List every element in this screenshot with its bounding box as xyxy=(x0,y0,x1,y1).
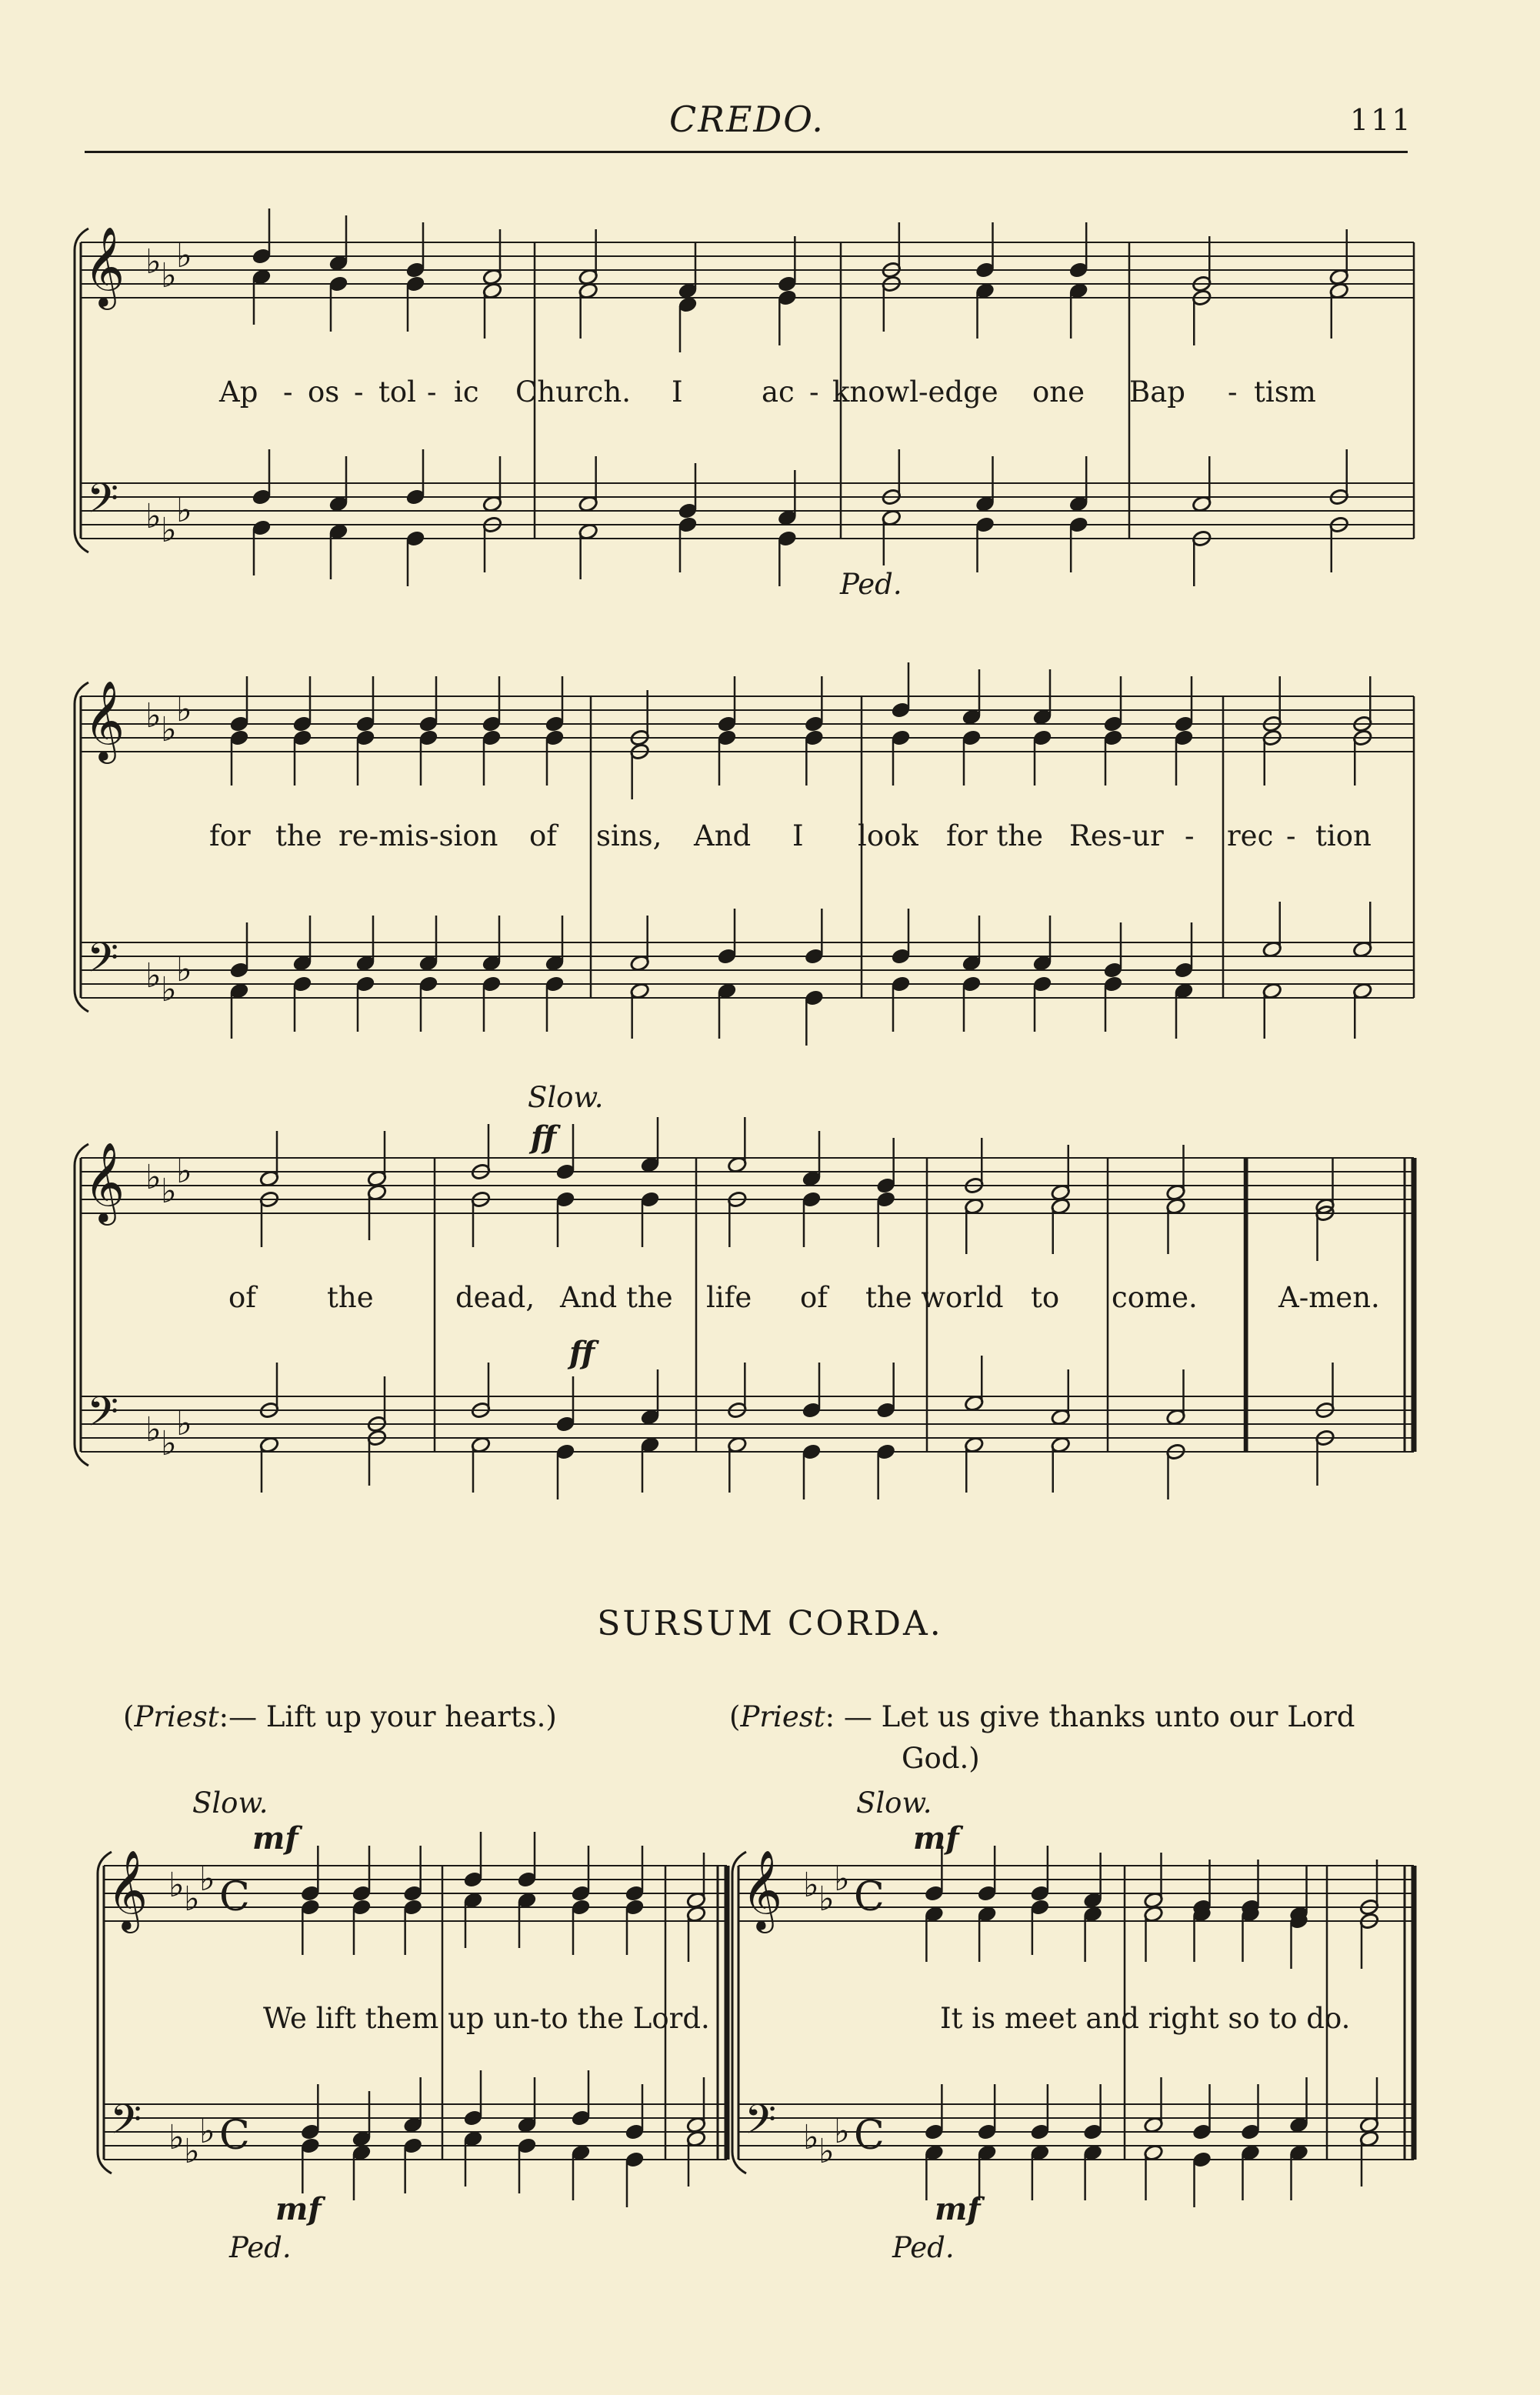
lyric-syllable: for the xyxy=(946,819,1044,852)
common-time-icon: C xyxy=(219,2113,250,2159)
lyric-syllable: - xyxy=(809,375,819,409)
lyric-syllable: I xyxy=(792,819,804,852)
flat-sign-icon: ♭ xyxy=(145,497,162,536)
bass-clef-icon: 𝄢 xyxy=(110,2096,142,2153)
flat-sign-icon: ♭ xyxy=(176,1152,192,1191)
lyric-syllable: tion xyxy=(1315,819,1372,852)
section-heading: SURSUM CORDA. xyxy=(597,1604,943,1643)
lyric-syllable: And xyxy=(694,819,752,852)
lyric-syllable: one xyxy=(1032,375,1085,409)
flat-sign-icon: ♭ xyxy=(834,2112,850,2151)
pedal-marking: Ped. xyxy=(229,2231,292,2264)
flat-sign-icon: ♭ xyxy=(818,2132,835,2171)
flat-sign-icon: ♭ xyxy=(145,242,162,282)
lyric-syllable: Church. xyxy=(515,375,631,409)
lyric-syllable: life xyxy=(706,1281,752,1314)
dynamic-marking: mf xyxy=(913,1820,959,1856)
lyric-syllable: And the xyxy=(560,1281,673,1314)
flat-sign-icon: ♭ xyxy=(184,1880,200,1919)
tempo-marking: Slow. xyxy=(192,1786,268,1820)
dynamic-marking: mf xyxy=(252,1820,298,1856)
flat-sign-icon: ♭ xyxy=(176,236,192,275)
lyric-syllable: - xyxy=(1228,375,1238,409)
lyric-syllable: - xyxy=(283,375,293,409)
priest-rubric-right xyxy=(729,1700,1355,1733)
flat-sign-icon: ♭ xyxy=(184,2132,200,2171)
rubric-role: Priest xyxy=(134,1700,219,1733)
pedal-marking: Ped. xyxy=(892,2231,955,2264)
lyric-syllable: ic xyxy=(454,375,479,409)
bass-clef-icon: 𝄢 xyxy=(87,1389,119,1446)
lyric-syllable: - xyxy=(1286,819,1296,852)
rubric-paren: ( xyxy=(123,1700,135,1733)
lyric-syllable: - xyxy=(1185,819,1195,852)
lyric-syllable: tol xyxy=(378,375,416,409)
bass-clef-icon: 𝄢 xyxy=(87,935,119,992)
dynamic-marking: mf xyxy=(935,2191,981,2227)
lyric-syllable: the world xyxy=(865,1281,1004,1314)
lyric-syllable: for xyxy=(209,819,251,852)
tempo-marking: Slow. xyxy=(528,1081,604,1114)
page-number: 111 xyxy=(1350,103,1413,137)
rubric-paren: ( xyxy=(729,1700,741,1733)
treble-clef-icon: 𝄞 xyxy=(84,226,125,307)
common-time-icon: C xyxy=(854,2113,885,2159)
flat-sign-icon: ♭ xyxy=(161,256,177,295)
lyric-line: It is meet and right so to do. xyxy=(940,2002,1351,2035)
lyric-syllable: look xyxy=(858,819,918,852)
lyric-syllable: dead, xyxy=(455,1281,535,1314)
flat-sign-icon: ♭ xyxy=(834,1860,850,1899)
pedal-marking: Ped. xyxy=(840,568,902,601)
lyric-syllable: - xyxy=(354,375,364,409)
dynamic-marking: mf xyxy=(275,2191,322,2227)
lyric-syllable: the xyxy=(327,1281,374,1314)
flat-sign-icon: ♭ xyxy=(803,1866,819,1905)
lyric-syllable: of xyxy=(800,1281,828,1314)
flat-sign-icon: ♭ xyxy=(161,710,177,749)
flat-sign-icon: ♭ xyxy=(803,2118,819,2157)
flat-sign-icon: ♭ xyxy=(161,1172,177,1211)
rubric-text: : — Let us give thanks unto our Lord xyxy=(825,1700,1355,1733)
lyric-syllable: come. xyxy=(1112,1281,1198,1314)
common-time-icon: C xyxy=(219,1874,250,1920)
treble-clef-icon: 𝄞 xyxy=(107,1850,148,1930)
flat-sign-icon: ♭ xyxy=(199,2112,215,2151)
flat-sign-icon: ♭ xyxy=(176,491,192,530)
lyric-syllable: sins, xyxy=(596,819,662,852)
flat-sign-icon: ♭ xyxy=(145,956,162,996)
rubric-text: :— Lift up your hearts.) xyxy=(218,1700,557,1733)
lyric-syllable: tism xyxy=(1254,375,1316,409)
lyric-syllable: - xyxy=(427,375,437,409)
lyric-syllable: Bap xyxy=(1129,375,1185,409)
lyric-syllable: I xyxy=(672,375,683,409)
lyric-syllable: os xyxy=(308,375,340,409)
common-time-icon: C xyxy=(854,1874,885,1920)
flat-sign-icon: ♭ xyxy=(161,1424,177,1463)
flat-sign-icon: ♭ xyxy=(161,511,177,550)
flat-sign-icon: ♭ xyxy=(161,970,177,1009)
lyric-syllable: re-mis-sion xyxy=(338,819,498,852)
flat-sign-icon: ♭ xyxy=(145,696,162,736)
treble-clef-icon: 𝄞 xyxy=(84,680,125,761)
lyric-syllable: of xyxy=(529,819,557,852)
flat-sign-icon: ♭ xyxy=(176,690,192,729)
rubric-role: Priest xyxy=(740,1700,825,1733)
lyric-syllable: A-men. xyxy=(1278,1281,1380,1314)
flat-sign-icon: ♭ xyxy=(145,1410,162,1449)
lyric-syllable: Res-ur xyxy=(1069,819,1164,852)
lyric-syllable: rec xyxy=(1227,819,1274,852)
flat-sign-icon: ♭ xyxy=(176,1404,192,1443)
bass-clef-icon: 𝄢 xyxy=(87,475,119,532)
flat-sign-icon: ♭ xyxy=(168,2118,185,2157)
treble-clef-icon: 𝄞 xyxy=(742,1850,783,1930)
lyric-syllable: the xyxy=(275,819,322,852)
dynamic-marking: ff xyxy=(569,1335,595,1371)
tempo-marking: Slow. xyxy=(856,1786,932,1820)
lyric-syllable: knowl-edge xyxy=(832,375,998,409)
flat-sign-icon: ♭ xyxy=(176,950,192,989)
flat-sign-icon: ♭ xyxy=(818,1880,835,1919)
page-title: CREDO. xyxy=(669,98,825,140)
lyric-line: We lift them up un-to the Lord. xyxy=(263,2002,710,2035)
flat-sign-icon: ♭ xyxy=(145,1158,162,1197)
flat-sign-icon: ♭ xyxy=(199,1860,215,1899)
priest-rubric-left xyxy=(123,1700,557,1733)
priest-rubric-right-cont: God.) xyxy=(902,1742,980,1775)
lyric-syllable: Ap xyxy=(219,375,258,409)
lyric-syllable: to xyxy=(1031,1281,1060,1314)
lyric-syllable: of xyxy=(228,1281,256,1314)
dynamic-marking: ff xyxy=(531,1119,557,1156)
lyric-syllable: ac xyxy=(762,375,795,409)
treble-clef-icon: 𝄞 xyxy=(84,1142,125,1223)
bass-clef-icon: 𝄢 xyxy=(745,2096,777,2153)
flat-sign-icon: ♭ xyxy=(168,1866,185,1905)
